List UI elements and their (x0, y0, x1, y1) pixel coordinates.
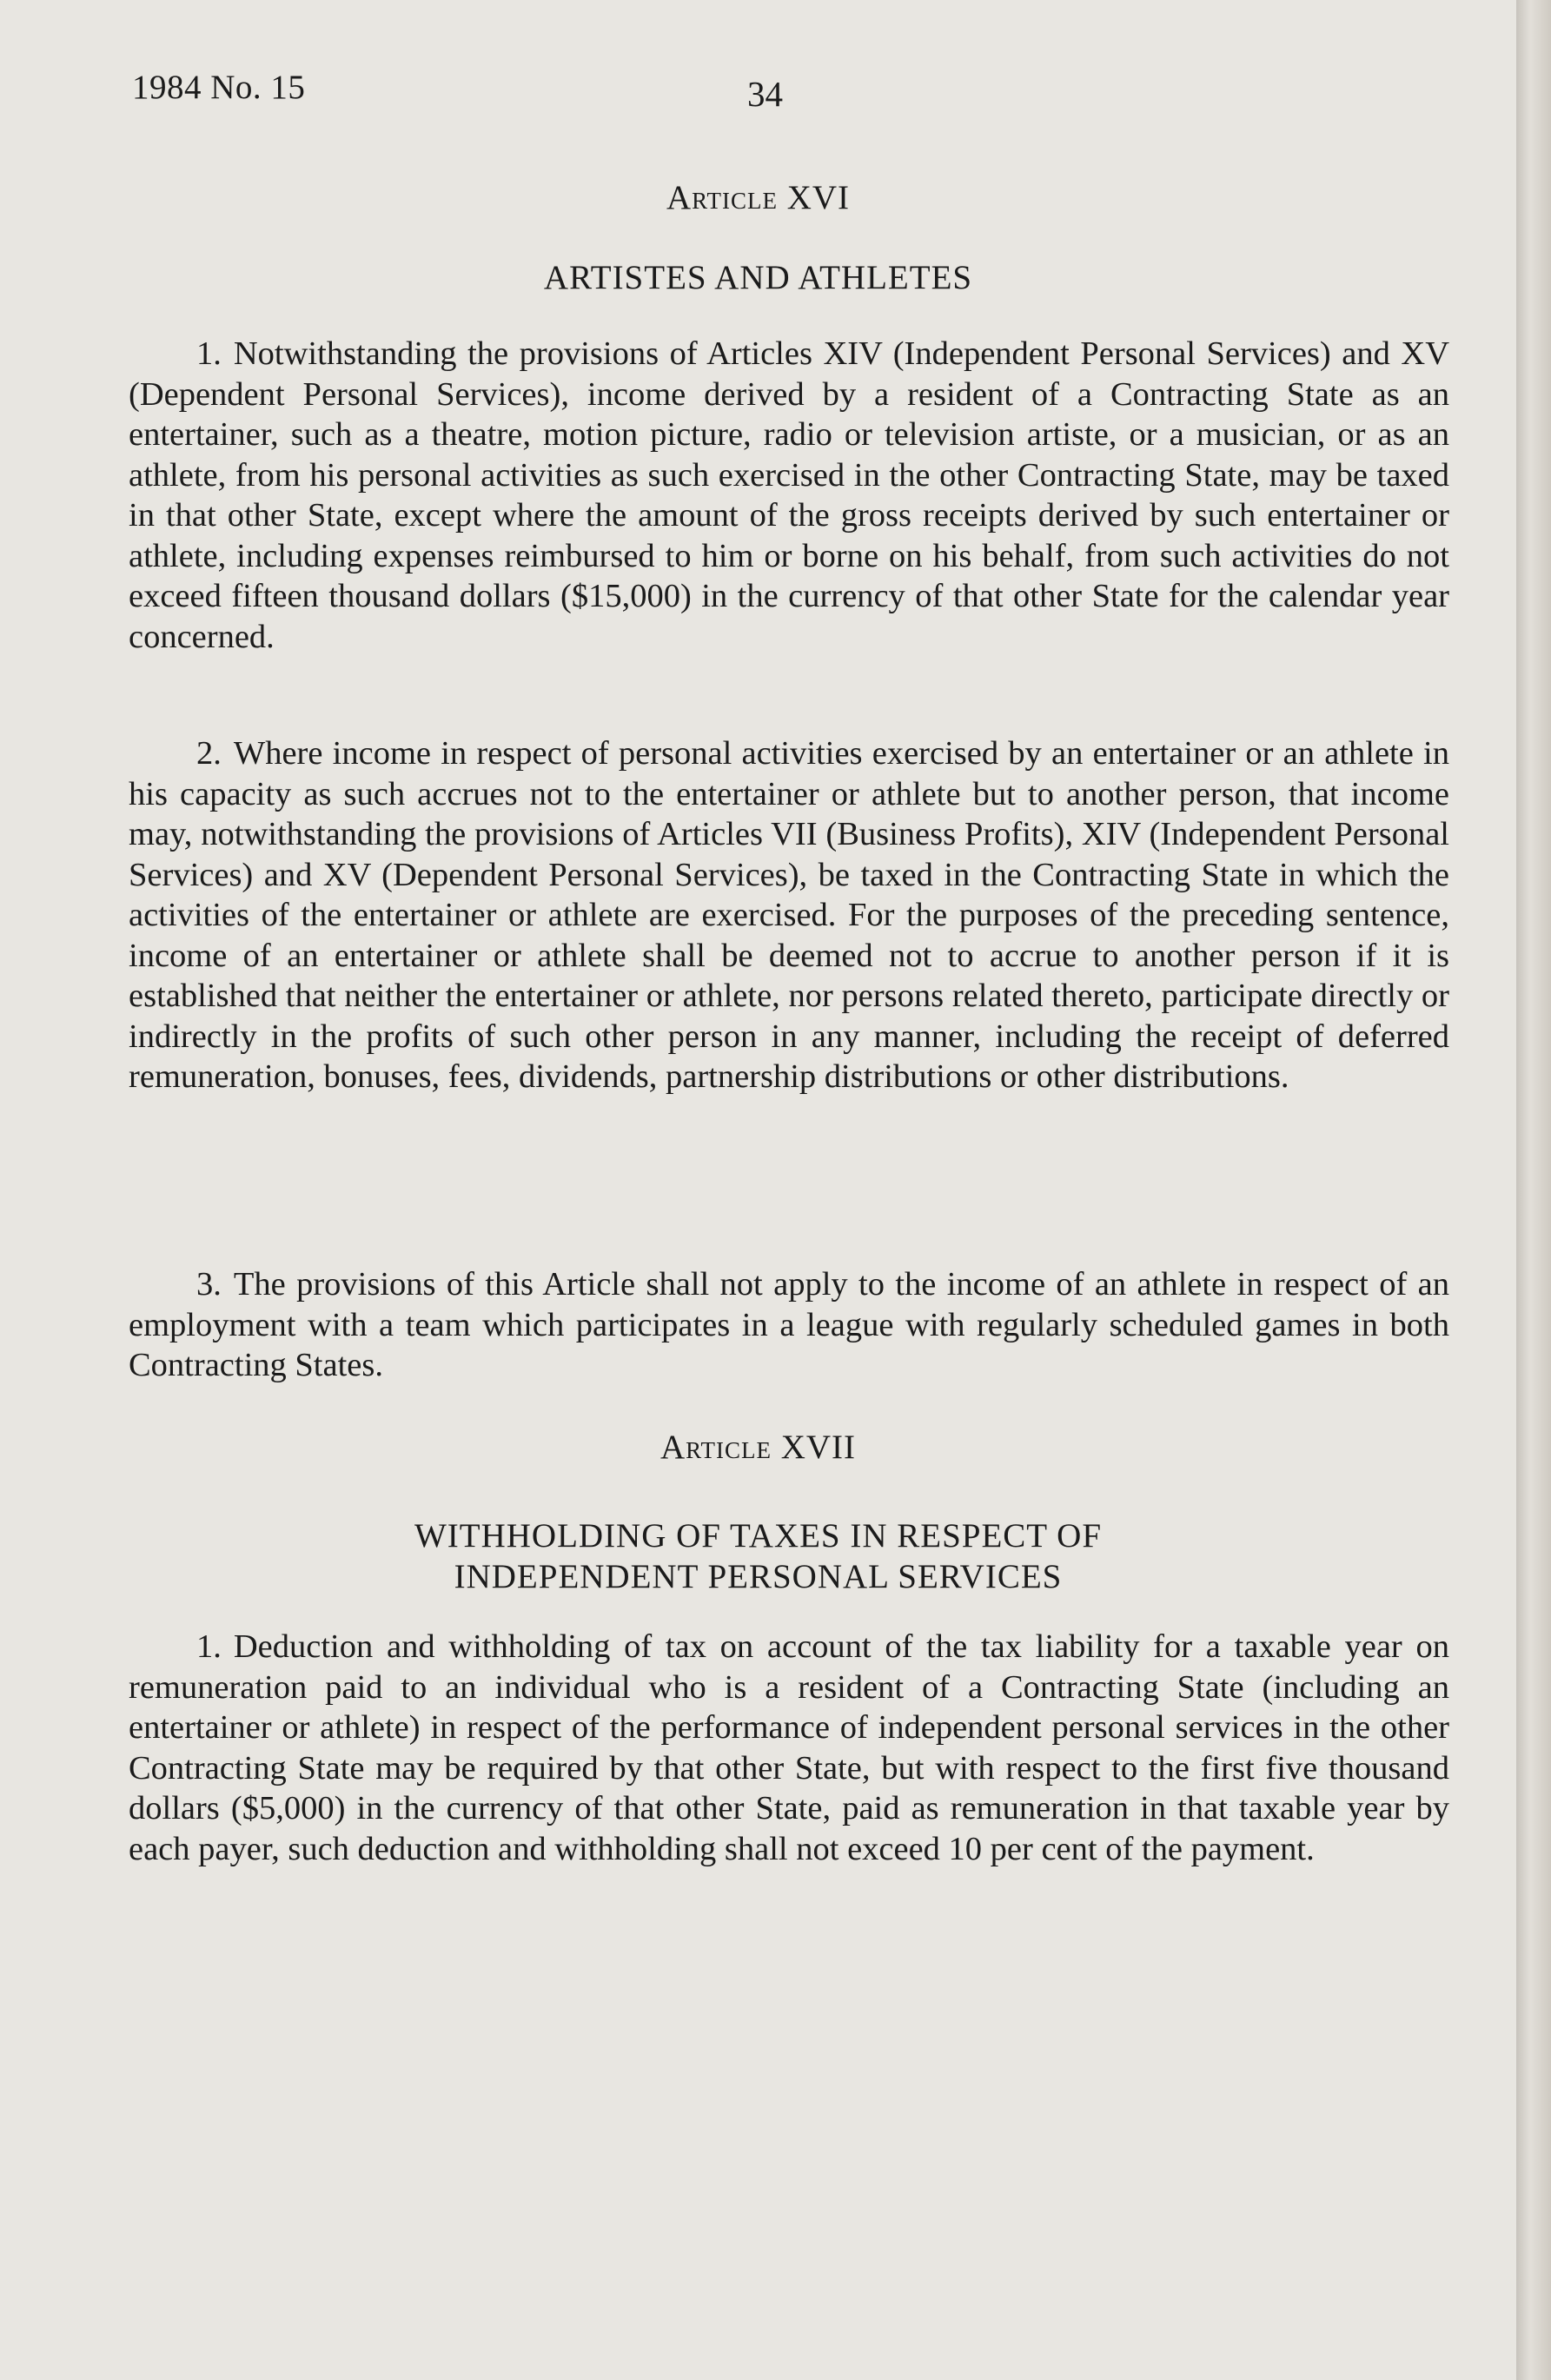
paragraph-text: Deduction and withholding of tax on account of the tax liability for a taxable year on remuneration paid to an individual who is a resident of a Contracting State (including an entertainer or athlete) in respect of the performance of independent personal services in the other Contracting State may be required by that other State, but with respect to the first five thousand dollars ($5,000) in the currency of that other State, paid as remuneration in that taxable year by each payer, such deduction and withholding shall not exceed 10 per cent of the payment. (129, 1628, 1449, 1867)
article-xvii-title (0, 1515, 1516, 1597)
article-xvi-paragraph-2 (129, 733, 1449, 1097)
article-xvii-heading: Article XVII (660, 1429, 857, 1466)
paragraph-text: Notwithstanding the provisions of Articles XIV (Independent Personal Services) and XV (Dependent Personal Services), income derived by a resident of a Contracting State as an entertainer, such as a theatre, motion picture, radio or television artiste, or a musician, or as an athlete, from his personal activities as such exercised in the other Contracting State, may be taxed in that other State, except where the amount of the gross receipts derived by such entertainer or athlete, including expenses reimbursed to him or borne on his behalf, from such activities do not exceed fifteen thousand dollars ($15,000) in the currency of that other State for the calendar year concerned. (129, 335, 1449, 655)
article-xvi-paragraph-1 (129, 334, 1449, 657)
paragraph-text: The provisions of this Article shall not apply to the income of an athlete in respect of an employment with a team which participates in a league with regularly scheduled games in both Contracting States. (129, 1266, 1449, 1383)
article-xvii-title-line-2: INDEPENDENT PERSONAL SERVICES (454, 1558, 1063, 1595)
paragraph-number: 2. (196, 735, 222, 772)
article-xvii-paragraph-1 (129, 1627, 1449, 1869)
page-edge-shadow (1516, 0, 1551, 2380)
article-xvi-heading: Article XVI (666, 179, 851, 216)
publication-reference: 1984 No. 15 (132, 69, 306, 106)
paragraph-number: 1. (196, 1628, 222, 1665)
article-xvii-title-line-1: WITHHOLDING OF TAXES IN RESPECT OF (414, 1517, 1103, 1555)
article-xvi-paragraph-3 (129, 1264, 1449, 1386)
page-number: 34 (747, 74, 783, 114)
paragraph-number: 3. (196, 1266, 222, 1303)
article-xvi-title: ARTISTES AND ATHLETES (543, 259, 973, 296)
paragraph-number: 1. (196, 335, 222, 372)
paragraph-text: Where income in respect of personal activities exercised by an entertainer or an athlete in his capacity as such accrues not to the entertainer or athlete but to another person, that income may, notwithstanding the provisions of Articles VII (Business Profits), XIV (Independent Personal Services) and XV (Dependent Personal Services), be taxed in the Contracting State in which the activities of the entertainer or athlete are exercised. For the purposes of the preceding sentence, income of an entertainer or athlete shall be deemed not to accrue to another person if it is established that neither the entertainer or athlete, nor persons related thereto, participate directly or indirectly in the profits of such other person in any manner, including the receipt of deferred remuneration, bonuses, fees, dividends, partnership distributions or other distributions. (129, 735, 1449, 1095)
